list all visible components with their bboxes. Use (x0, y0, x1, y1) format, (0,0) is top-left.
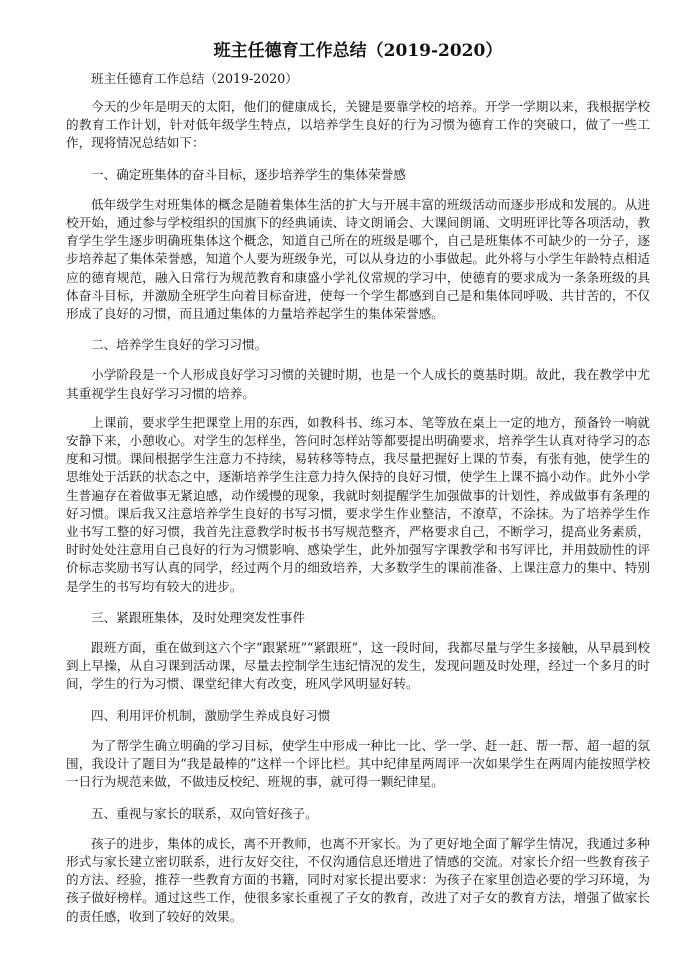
document-title: 班主任德育工作总结（2019-2020） (213, 41, 503, 61)
section-2-paragraph-1: 小学阶段是一个人形成良好学习习惯的关键时期，也是一个人成长的奠基时期。故此，我在教学中尤其重视学生良好学习习惯的培养。 (66, 367, 650, 401)
section-1-paragraph: 低年级学生对班集体的概念是随着集体生活的扩大与开展丰富的班级活动而逐步形成和发展的。从进校开始，通过参与学校组织的国旗下的经典诵读、诗文朗诵会、大课间朗诵、文明班评比等各项活动，教育学生学生逐步明确班集体这个概念，知道自己所在的班级是哪个，自己是班集体不可缺少的一分子，逐步培养起了集体荣誉感，知道个人要为班级争光，可以从身边的小事做起。此外将与小学生年龄特点相适应的德育规范，融入日常行为规范教育和康盛小学礼仪常规的学习中，使德育的要求成为一条条班级的具体奋斗目标，并激励全班学生向着目标奋进，使每一个学生都感到自己是和集体同呼吸、共甘苦的，不仅形成了良好的习惯，而且通过集体的力量培养起学生的集体荣誉感。 (66, 196, 650, 322)
section-4-heading: 四、利用评价机制，激励学生养成良好习惯 (91, 707, 331, 723)
section-1-heading: 一、确定班集体的奋斗目标，逐步培养学生的集体荣誉感 (91, 166, 406, 182)
intro-paragraph: 今天的少年是明天的太阳，他们的健康成长，关键是要靠学校的培养。开学一学期以来，我根据学校的教育工作计划，针对低年级学生特点，以培养学生良好的行为习惯为德育工作的突破口，做了一些工作，现将情况总结如下： (66, 99, 650, 151)
document-page (66, 40, 650, 937)
section-3-heading: 三、紧跟班集体，及时处理突发性事件 (91, 609, 306, 625)
section-5-paragraph: 孩子的进步，集体的成长，离不开教师，也离不开家长。为了更好地全面了解学生情况，我通过多种形式与家长建立密切联系，进行友好交往，不仅沟通信息还增进了情感的交流。对家长介绍一些教育孩子的方法、经验，推荐一些教育方面的书籍，同时对家长提出要求：为孩子在家里创造必要的学习环境，为孩子做好榜样。通过这些工作，使很多家长重视了子女的教育，改进了对子女的教育方法，增强了做家长的责任感，收到了较好的效果。 (66, 835, 650, 924)
section-2-paragraph-2: 上课前，要求学生把课堂上用的东西，如教科书、练习本、笔等放在桌上一定的地方，预备铃一响就安静下来，小憩收心。对学生的怎样坐，答问时怎样站等都要提出明确要求，培养学生认真对待学习的态度和习惯。课间根据学生注意力不持续，易转移等特点，我尽量把握好上课的节奏，有张有弛，使学生的思维处于活跃的状态之中，逐渐培养学生注意力持久保持的良好习惯，使学生上课不搞小动作。此外小学生普遍存在着做事无紧迫感，动作缓慢的现象，我就时刻提醒学生加强做事的计划性，养成做事有条理的好习惯。课后我又注意培养学生良好的书写习惯，要求学生作业整洁，不潦草，不涂抹。为了培养学生作业书写工整的好习惯，我首先注意教学时板书书写规范整齐，严格要求自己，不断学习，提高业务素质，时时处处注意用自己良好的行为习惯影响、感染学生，此外加强写字课教学和书写评比，并用鼓励性的评价标志奖励书写认真的同学，经过两个月的细致培养，大多数学生的课前准备、上课注意力的集中、特别是学生的书写均有较大的进步。 (66, 414, 650, 594)
section-4-paragraph: 为了帮学生确立明确的学习目标，使学生中形成一种比一比、学一学、赶一赶、帮一帮、超一超的氛围，我设计了题目为“我是最棒的”这样一个评比栏。其中纪律星两周评一次如果学生在两周内能按照学校一日行为规范来做，不做违反校纪、班规的事，就可得一颗纪律星。 (66, 737, 650, 790)
document-subtitle: 班主任德育工作总结（2019-2020） (91, 71, 298, 86)
section-2-heading: 二、培养学生良好的学习习惯。 (91, 337, 268, 353)
section-3-paragraph: 跟班方面，重在做到这六个字“跟紧班”“紧跟班”，这一段时间，我都尽量与学生多接触，从早晨到校到上早操，从自习课到活动课，尽量去控制学生违纪情况的发生，发现问题及时处理，经过一个多月的时间，学生的行为习惯、课堂纪律大有改变，班风学风明显好转。 (66, 640, 650, 692)
section-5-heading: 五、重视与家长的联系，双向管好孩子。 (91, 805, 318, 821)
